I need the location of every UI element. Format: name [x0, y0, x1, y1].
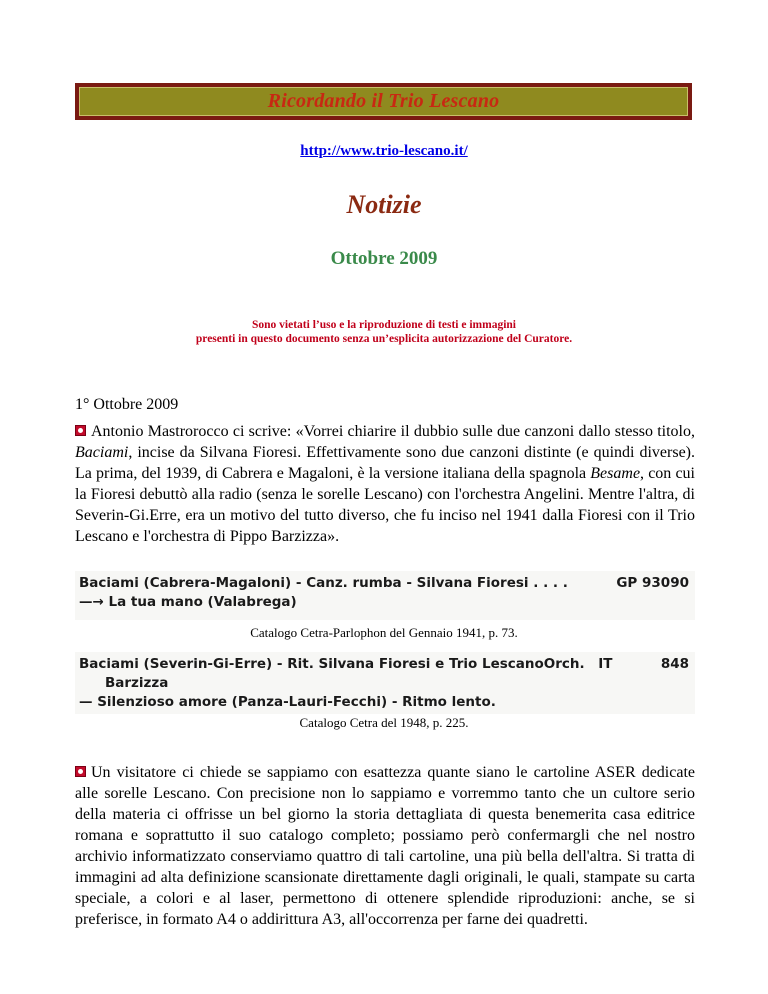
page-subtitle: Ottobre 2009: [330, 248, 438, 269]
paragraph-2: [75, 762, 695, 930]
catalog-2-line-3: [79, 693, 689, 712]
bullet-icon: [75, 425, 86, 436]
notice-line-1: Sono vietati l’uso e la riproduzione di testi e immagini: [252, 319, 516, 331]
title-banner: [75, 83, 692, 120]
catalog-1-entry: Baciami (Cabrera-Magaloni) - Canz. rumba - Silvana Fioresi . . . .: [79, 575, 568, 591]
title-banner-inner: [79, 87, 688, 116]
catalog-2-number: 848: [660, 656, 689, 672]
paragraph-1-text-b: , incise da Silvana Fioresi. Effettivamente sono due canzoni distinte (e quindi diverse). La prima, del 1939, di Cabrera e Magaloni, è la versione italiana della spagnola: [75, 444, 695, 482]
copyright-notice: [0, 318, 768, 346]
bullet-icon: [75, 766, 86, 777]
catalog-2-orch: Orch.: [543, 656, 585, 672]
site-url-link[interactable]: http://www.trio-lescano.it/: [300, 143, 468, 159]
catalog-1-line-2: [79, 593, 689, 612]
page-title: Notizie: [346, 190, 422, 219]
paragraph-1-italic-a: Baciami: [75, 444, 129, 461]
catalog-1-caption: Catalogo Cetra-Parlophon del Gennaio 1941, p. 73.: [250, 625, 518, 640]
notice-line-2: presenti in questo documento senza un’esplicita autorizzazione del Curatore.: [195, 333, 573, 345]
entry-date: 1° Ottobre 2009: [75, 396, 179, 413]
catalog-excerpt-1: [75, 571, 695, 620]
catalog-excerpt-2: [75, 652, 695, 714]
catalog-2-b-side: — Silenzioso amore (Panza-Lauri-Fecchi) - Ritmo lento.: [79, 694, 496, 710]
paragraph-1: [75, 421, 695, 547]
paragraph-1-italic-b: Besame: [590, 465, 641, 482]
catalog-2-line-1: [79, 655, 689, 674]
catalog-2-orchestra: Barzizza: [105, 675, 169, 691]
catalog-1-b-side: —→ La tua mano (Valabrega): [79, 594, 297, 610]
catalog-2-entry: Baciami (Severin-Gi-Erre) - Rit. Silvana Fioresi e Trio Lescano: [79, 656, 544, 672]
catalog-2-caption: Catalogo Cetra del 1948, p. 225.: [299, 715, 469, 730]
paragraph-1-text-c: , con cui la Fioresi debuttò alla radio (senza le sorelle Lescano) con l'orchestra Angelini. Mentre l'altra, di Severin-Gi.Erre, era un motivo del tutto diverso, che fu inciso nel 1941 dalla Fioresi con il Trio Lescano e l'orchestra di Pippo Barzizza».: [75, 465, 695, 545]
catalog-2-line-2: [79, 674, 689, 693]
paragraph-1-text-a: Antonio Mastrorocco ci scrive: «Vorrei chiarire il dubbio sulle due canzoni dallo stesso titolo,: [91, 423, 695, 440]
banner-title: Ricordando il Trio Lescano: [267, 90, 500, 112]
catalog-1-code: GP 93090: [616, 575, 689, 591]
catalog-2-code: IT: [598, 656, 613, 672]
catalog-1-line-1: [79, 574, 689, 593]
paragraph-2-text: Un visitatore ci chiede se sappiamo con esattezza quante siano le cartoline ASER dedicate alle sorelle Lescano. Con precisione non lo sappiamo e vorremmo tanto che un cultore serio della materia ci offrisse un bel giorno la storia dettagliata di questa benemerita casa editrice romana e soprattutto il suo catalogo completo; possiamo però confermargli che nel nostro archivio informatizzato conserviamo quattro di tali cartoline, una più bella dell'altra. Si tratta di immagini ad alta definizione scansionate direttamente dagli originali, le quali, stampate su carta speciale, a colori e al laser, permettono di ottenere splendide riproduzioni: anche, se si preferisce, in formato A4 o addirittura A3, all'occorrenza per farne dei quadretti.: [75, 764, 695, 928]
